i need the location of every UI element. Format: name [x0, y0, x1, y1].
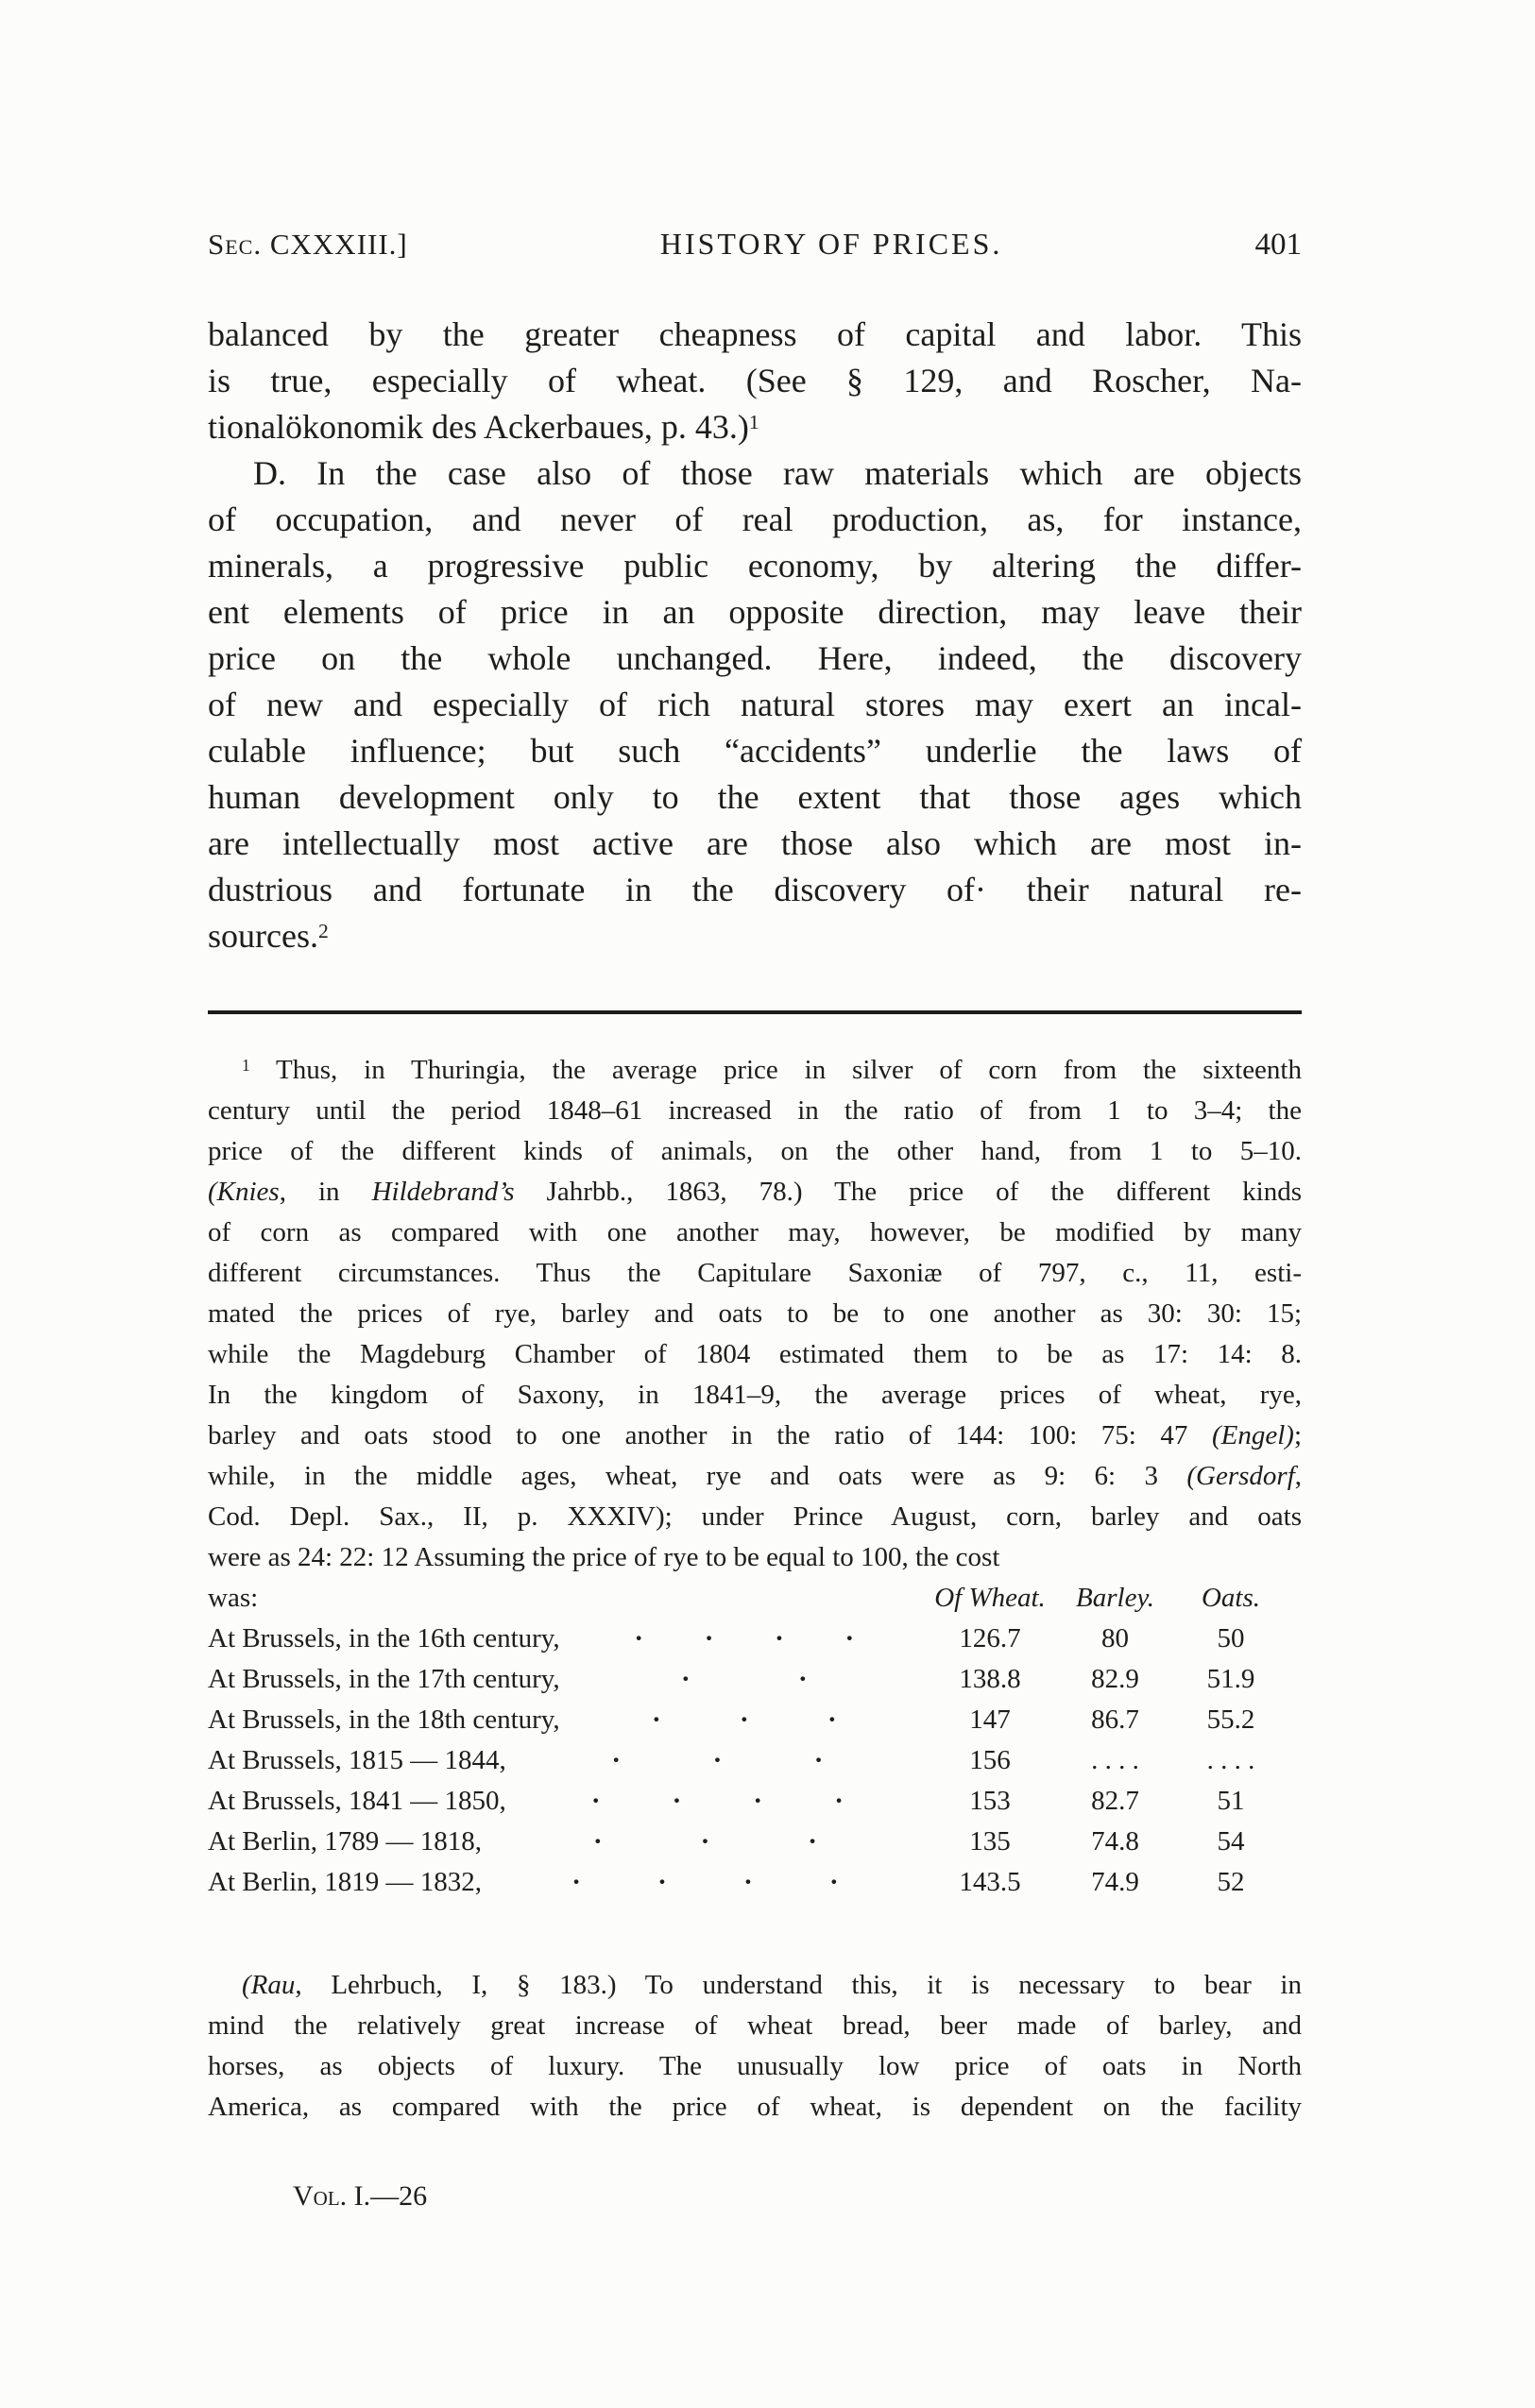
leader-dots: · · · ·: [571, 1867, 839, 1897]
book-page: [208, 0, 1302, 2213]
text-line: is true, especially of wheat. (See § 129, and Roscher, Na-: [208, 362, 1302, 399]
price-table: [208, 1578, 1302, 1929]
text-line: tionalökonomik des Ackerbaues, p. 43.)$^1$: [208, 408, 759, 446]
text-line: mind the relatively great increase of wheat bread, beer made of barley, and: [208, 2010, 1302, 2041]
page-number: 401: [1254, 228, 1302, 262]
barley-value: 74.8: [1091, 1826, 1139, 1857]
text-line: price of the different kinds of animals, on the other hand, from 1 to 5–10.: [208, 1136, 1302, 1166]
oats-value: 52: [1217, 1867, 1245, 1897]
table-row: [208, 1781, 1283, 1822]
text-line: ent elements of price in an opposite direction, may leave their: [208, 593, 1302, 631]
table-row: [208, 1862, 1283, 1903]
page-header: [208, 227, 1302, 263]
text-line: different circumstances. Thus the Capitulare Saxoniæ of 797, c., 11, esti-: [208, 1258, 1302, 1288]
table-header-row: [208, 1578, 1283, 1619]
oats-value: 55.2: [1206, 1704, 1255, 1735]
row-label: At Brussels, in the 17th century,: [208, 1664, 560, 1694]
text-line: century until the period 1848–61 increased in the ratio of from 1 to 3–4; the: [208, 1095, 1302, 1126]
text-line: (Rau, Lehrbuch, I, § 183.) To understand this, it is necessary to bear in: [242, 1970, 1302, 2000]
wheat-value: 126.7: [959, 1623, 1021, 1653]
wheat-value: 143.5: [959, 1867, 1021, 1897]
barley-value: . . . .: [1091, 1745, 1139, 1775]
oats-value: 51: [1217, 1786, 1245, 1816]
table-row: [208, 1740, 1283, 1781]
text-line: balanced by the greater cheapness of capital and labor. This: [208, 315, 1302, 353]
barley-value: 80: [1101, 1623, 1129, 1653]
row-label: At Brussels, in the 16th century,: [208, 1623, 560, 1653]
leader-dots: · · · ·: [634, 1623, 855, 1653]
paragraph-d: [208, 450, 1302, 959]
volume-footer: Vol. I.—26: [293, 2180, 428, 2212]
main-text: [208, 312, 1302, 959]
table-row: [208, 1700, 1283, 1740]
leader-dots: · · · ·: [590, 1786, 844, 1816]
column-header-oats: Oats.: [1201, 1583, 1261, 1613]
footnote-1: [208, 1050, 1302, 1578]
row-label: At Brussels, 1815 — 1844,: [208, 1745, 506, 1775]
oats-value: 51.9: [1206, 1664, 1255, 1694]
text-line: while, in the middle ages, wheat, rye and oats were as 9: 6: 3 (Gersdorf,: [208, 1461, 1302, 1491]
leader-dots: · · ·: [611, 1745, 824, 1775]
text-line: of occupation, and never of real production, as, for instance,: [208, 500, 1302, 538]
leader-dots: · ·: [680, 1664, 808, 1694]
wheat-value: 138.8: [959, 1664, 1021, 1694]
text-line: human development only to the extent that those ages which: [208, 778, 1302, 816]
oats-value: . . . .: [1206, 1745, 1255, 1775]
paragraph-continuation: [208, 312, 1302, 450]
footnote-divider: [208, 1010, 1302, 1014]
text-line: mated the prices of rye, barley and oats to be to one another as 30: 30: 15;: [208, 1298, 1302, 1329]
text-line: minerals, a progressive public economy, by altering the differ-: [208, 547, 1302, 585]
oats-value: 50: [1217, 1623, 1245, 1653]
table-row: [208, 1619, 1283, 1659]
row-label: At Berlin, 1819 — 1832,: [208, 1867, 482, 1897]
wheat-value: 156: [969, 1745, 1011, 1775]
footnote-continuation: [208, 1965, 1302, 2128]
table-row: [208, 1659, 1283, 1700]
was-label: was:: [208, 1583, 259, 1613]
wheat-value: 153: [969, 1786, 1011, 1816]
text-line: horses, as objects of luxury. The unusually low price of oats in North: [208, 2051, 1302, 2081]
column-header-barley: Barley.: [1076, 1583, 1154, 1613]
text-line: America, as compared with the price of wheat, is dependent on the facility: [208, 2092, 1302, 2122]
row-label: At Brussels, 1841 — 1850,: [208, 1786, 506, 1816]
text-line: D. In the case also of those raw materials which are objects: [253, 454, 1302, 492]
table-total-rules: [208, 1905, 1283, 1929]
leader-dots: · · ·: [651, 1704, 837, 1735]
text-line: dustrious and fortunate in the discovery of· their natural re-: [208, 871, 1302, 908]
table-row: [208, 1822, 1283, 1862]
text-line: (Knies, in Hildebrand’s Jahrbb., 1863, 78.) The price of the different kinds: [208, 1177, 1302, 1207]
text-line: are intellectually most active are those also which are most in-: [208, 824, 1302, 862]
row-label: At Berlin, 1789 — 1818,: [208, 1826, 482, 1857]
text-line: of new and especially of rich natural stores may exert an incal-: [208, 686, 1302, 723]
text-line: sources.$^2$: [208, 917, 329, 955]
barley-value: 86.7: [1091, 1704, 1139, 1735]
wheat-value: 147: [969, 1704, 1011, 1735]
text-line: price on the whole unchanged. Here, indeed, the discovery: [208, 639, 1302, 677]
column-header-wheat: Of Wheat.: [934, 1583, 1046, 1613]
text-line: of corn as compared with one another may, however, be modified by many: [208, 1217, 1302, 1247]
text-line: In the kingdom of Saxony, in 1841–9, the average prices of wheat, rye,: [208, 1380, 1302, 1410]
leader-dots: · · ·: [592, 1826, 817, 1857]
row-label: At Brussels, in the 18th century,: [208, 1704, 560, 1735]
page-title: HISTORY OF PRICES.: [659, 227, 1003, 261]
text-line: were as 24: 22: 12 Assuming the price of rye to be equal to 100, the cost: [208, 1542, 1000, 1572]
text-line: $^1$ Thus, in Thuringia, the average price in silver of corn from the sixteenth: [242, 1055, 1302, 1085]
wheat-value: 135: [969, 1826, 1011, 1857]
barley-value: 74.9: [1091, 1867, 1139, 1897]
text-line: barley and oats stood to one another in the ratio of 144: 100: 75: 47 (Engel);: [208, 1420, 1302, 1450]
section-label: Sec. CXXXIII.]: [208, 228, 408, 261]
barley-value: 82.9: [1091, 1664, 1139, 1694]
text-line: culable influence; but such “accidents” underlie the laws of: [208, 732, 1302, 770]
barley-value: 82.7: [1091, 1786, 1139, 1816]
oats-value: 54: [1217, 1826, 1245, 1857]
text-line: while the Magdeburg Chamber of 1804 estimated them to be as 17: 14: 8.: [208, 1339, 1302, 1369]
text-line: Cod. Depl. Sax., II, p. XXXIV); under Prince August, corn, barley and oats: [208, 1501, 1302, 1532]
price-table-body: [208, 1619, 1283, 1903]
